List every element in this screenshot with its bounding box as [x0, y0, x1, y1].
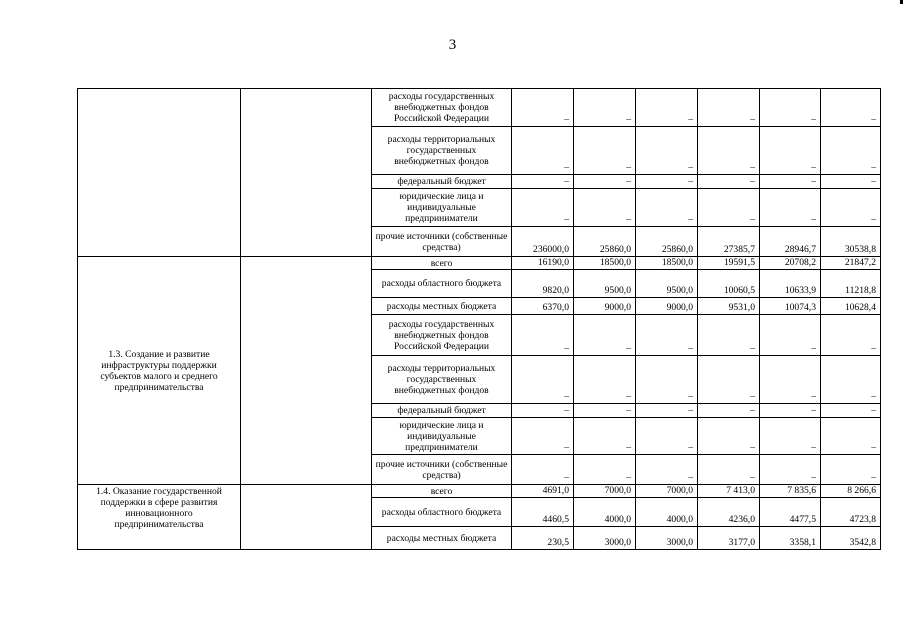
- page-number: 3: [448, 37, 457, 53]
- value-cell: 10074,3: [760, 298, 821, 315]
- value-cell: –: [636, 455, 698, 485]
- value-cell: –: [574, 89, 636, 127]
- value-cell: –: [636, 127, 698, 175]
- value-cell: –: [760, 89, 821, 127]
- value-cell: 6370,0: [512, 298, 574, 315]
- table-body: [78, 89, 881, 550]
- value-cell: 4000,0: [574, 498, 636, 527]
- value-cell: 9820,0: [512, 270, 574, 298]
- value-cell: 18500,0: [636, 257, 698, 270]
- value-cell: 236000,0: [512, 227, 574, 257]
- executor-cell: [241, 485, 372, 550]
- value-cell: –: [821, 189, 881, 227]
- value-cell: –: [574, 418, 636, 455]
- value-cell: –: [760, 315, 821, 356]
- value-cell: –: [512, 175, 574, 189]
- value-cell: –: [760, 455, 821, 485]
- funding-source-cell: федеральный бюджет: [372, 175, 512, 189]
- funding-source-cell: всего: [372, 257, 512, 270]
- value-cell: 11218,8: [821, 270, 881, 298]
- value-cell: 9000,0: [574, 298, 636, 315]
- value-cell: –: [512, 356, 574, 404]
- value-cell: 9500,0: [636, 270, 698, 298]
- value-cell: –: [574, 356, 636, 404]
- value-cell: 10633,9: [760, 270, 821, 298]
- executor-cell: [241, 89, 372, 257]
- value-cell: –: [636, 189, 698, 227]
- value-cell: –: [760, 418, 821, 455]
- value-cell: 25860,0: [636, 227, 698, 257]
- value-cell: –: [821, 175, 881, 189]
- value-cell: 7000,0: [636, 485, 698, 498]
- funding-source-cell: расходы территориальных государственных внебюджетных фондов: [372, 356, 512, 404]
- value-cell: 27385,7: [698, 227, 760, 257]
- value-cell: 8 266,6: [821, 485, 881, 498]
- value-cell: –: [821, 89, 881, 127]
- funding-source-cell: расходы государственных внебюджетных фондов Российской Федерации: [372, 315, 512, 356]
- value-cell: –: [512, 315, 574, 356]
- value-cell: 25860,0: [574, 227, 636, 257]
- table-row: [78, 485, 881, 498]
- executor-cell: [241, 257, 372, 485]
- value-cell: –: [821, 356, 881, 404]
- value-cell: –: [760, 127, 821, 175]
- value-cell: 9500,0: [574, 270, 636, 298]
- value-cell: –: [698, 175, 760, 189]
- funding-source-cell: расходы областного бюджета: [372, 498, 512, 527]
- value-cell: –: [760, 356, 821, 404]
- value-cell: 7 835,6: [760, 485, 821, 498]
- value-cell: –: [574, 455, 636, 485]
- value-cell: 30538,8: [821, 227, 881, 257]
- value-cell: –: [512, 127, 574, 175]
- funding-source-cell: федеральный бюджет: [372, 404, 512, 418]
- value-cell: –: [821, 404, 881, 418]
- value-cell: –: [636, 356, 698, 404]
- value-cell: –: [698, 418, 760, 455]
- value-cell: –: [512, 418, 574, 455]
- funding-source-cell: юридические лица и индивидуальные предприниматели: [372, 418, 512, 455]
- value-cell: 4723,8: [821, 498, 881, 527]
- value-cell: –: [698, 404, 760, 418]
- value-cell: 4236,0: [698, 498, 760, 527]
- value-cell: –: [760, 404, 821, 418]
- value-cell: –: [821, 455, 881, 485]
- value-cell: –: [760, 189, 821, 227]
- value-cell: 4000,0: [636, 498, 698, 527]
- value-cell: 4460,5: [512, 498, 574, 527]
- value-cell: 3000,0: [574, 527, 636, 550]
- table-row: [78, 257, 881, 270]
- value-cell: 7 413,0: [698, 485, 760, 498]
- value-cell: 230,5: [512, 527, 574, 550]
- program-name-cell: 1.4. Оказание государственной поддержки в сфере развития инновационного предпринимательства: [78, 485, 241, 550]
- funding-source-cell: расходы местных бюджета: [372, 527, 512, 550]
- value-cell: 16190,0: [512, 257, 574, 270]
- value-cell: –: [512, 89, 574, 127]
- value-cell: –: [636, 89, 698, 127]
- value-cell: 4691,0: [512, 485, 574, 498]
- value-cell: –: [636, 404, 698, 418]
- value-cell: –: [698, 127, 760, 175]
- value-cell: –: [821, 418, 881, 455]
- program-name-cell: [78, 89, 241, 257]
- value-cell: –: [512, 189, 574, 227]
- value-cell: 3000,0: [636, 527, 698, 550]
- value-cell: 10060,5: [698, 270, 760, 298]
- value-cell: 3177,0: [698, 527, 760, 550]
- value-cell: 3358,1: [760, 527, 821, 550]
- value-cell: –: [698, 315, 760, 356]
- budget-table: [77, 88, 881, 550]
- value-cell: –: [636, 315, 698, 356]
- value-cell: 18500,0: [574, 257, 636, 270]
- table-row: [78, 89, 881, 127]
- funding-source-cell: расходы областного бюджета: [372, 270, 512, 298]
- value-cell: –: [636, 418, 698, 455]
- value-cell: –: [698, 455, 760, 485]
- value-cell: –: [636, 175, 698, 189]
- program-name-cell: 1.3. Создание и развитие инфраструктуры поддержки субъектов малого и среднего предпринимательства: [78, 257, 241, 485]
- funding-source-cell: всего: [372, 485, 512, 498]
- value-cell: –: [698, 89, 760, 127]
- value-cell: 19591,5: [698, 257, 760, 270]
- value-cell: –: [574, 404, 636, 418]
- corner-mark: [900, 0, 903, 4]
- value-cell: 7000,0: [574, 485, 636, 498]
- funding-source-cell: юридические лица и индивидуальные предприниматели: [372, 189, 512, 227]
- value-cell: 9531,0: [698, 298, 760, 315]
- value-cell: –: [821, 315, 881, 356]
- value-cell: –: [821, 127, 881, 175]
- value-cell: 20708,2: [760, 257, 821, 270]
- value-cell: 4477,5: [760, 498, 821, 527]
- value-cell: –: [512, 455, 574, 485]
- funding-source-cell: расходы государственных внебюджетных фондов Российской Федерации: [372, 89, 512, 127]
- funding-source-cell: прочие источники (собственные средства): [372, 455, 512, 485]
- value-cell: 21847,2: [821, 257, 881, 270]
- funding-source-cell: расходы местных бюджета: [372, 298, 512, 315]
- value-cell: 9000,0: [636, 298, 698, 315]
- value-cell: –: [760, 175, 821, 189]
- funding-source-cell: прочие источники (собственные средства): [372, 227, 512, 257]
- value-cell: –: [574, 175, 636, 189]
- value-cell: –: [698, 189, 760, 227]
- value-cell: 28946,7: [760, 227, 821, 257]
- value-cell: –: [574, 127, 636, 175]
- value-cell: 10628,4: [821, 298, 881, 315]
- value-cell: –: [512, 404, 574, 418]
- value-cell: –: [698, 356, 760, 404]
- funding-source-cell: расходы территориальных государственных внебюджетных фондов: [372, 127, 512, 175]
- value-cell: 3542,8: [821, 527, 881, 550]
- value-cell: –: [574, 189, 636, 227]
- value-cell: –: [574, 315, 636, 356]
